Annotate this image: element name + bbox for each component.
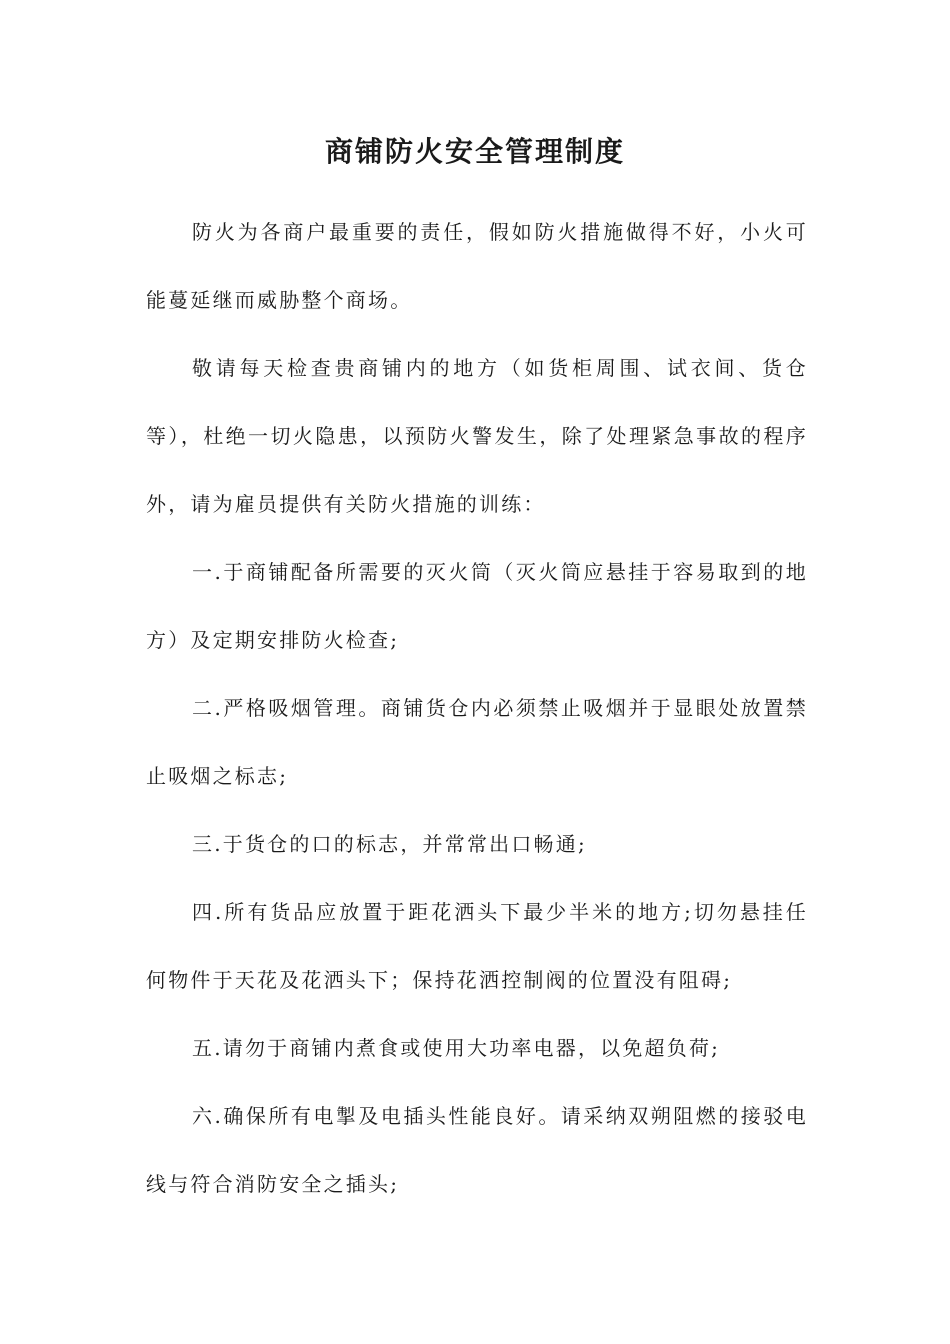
paragraph-item-5: 五.请勿于商铺内煮食或使用大功率电器，以免超负荷; (192, 1036, 721, 1060)
paragraph-inspection: 敬请每天检查贵商铺内的地方（如货柜周围、试衣间、货仓等），杜绝一切火隐患，以预防火警发生，除了处理紧急事故的程序外，请为雇员提供有关防火措施的训练： (146, 356, 808, 516)
paragraph-item-4: 四.所有货品应放置于距花洒头下最少半米的地方;切勿悬挂任何物件于天花及花洒头下；保持花洒控制阀的位置没有阻碍; (146, 900, 808, 992)
paragraph-item-6: 六.确保所有电掣及电插头性能良好。请采纳双朔阻燃的接驳电线与符合消防安全之插头; (146, 1104, 808, 1196)
document-body (146, 198, 808, 1218)
paragraph-item-3: 三.于货仓的口的标志，并常常出口畅通; (192, 832, 587, 856)
paragraph-intro: 防火为各商户最重要的责任，假如防火措施做得不好，小火可能蔓延继而威胁整个商场。 (146, 220, 808, 312)
paragraph-item-2: 二.严格吸烟管理。商铺货仓内必须禁止吸烟并于显眼处放置禁止吸烟之标志; (146, 696, 808, 788)
document-title: 商铺防火安全管理制度 (324, 135, 625, 168)
paragraph-item-1: 一.于商铺配备所需要的灭火筒（灭火筒应悬挂于容易取到的地方）及定期安排防火检查; (146, 560, 808, 652)
